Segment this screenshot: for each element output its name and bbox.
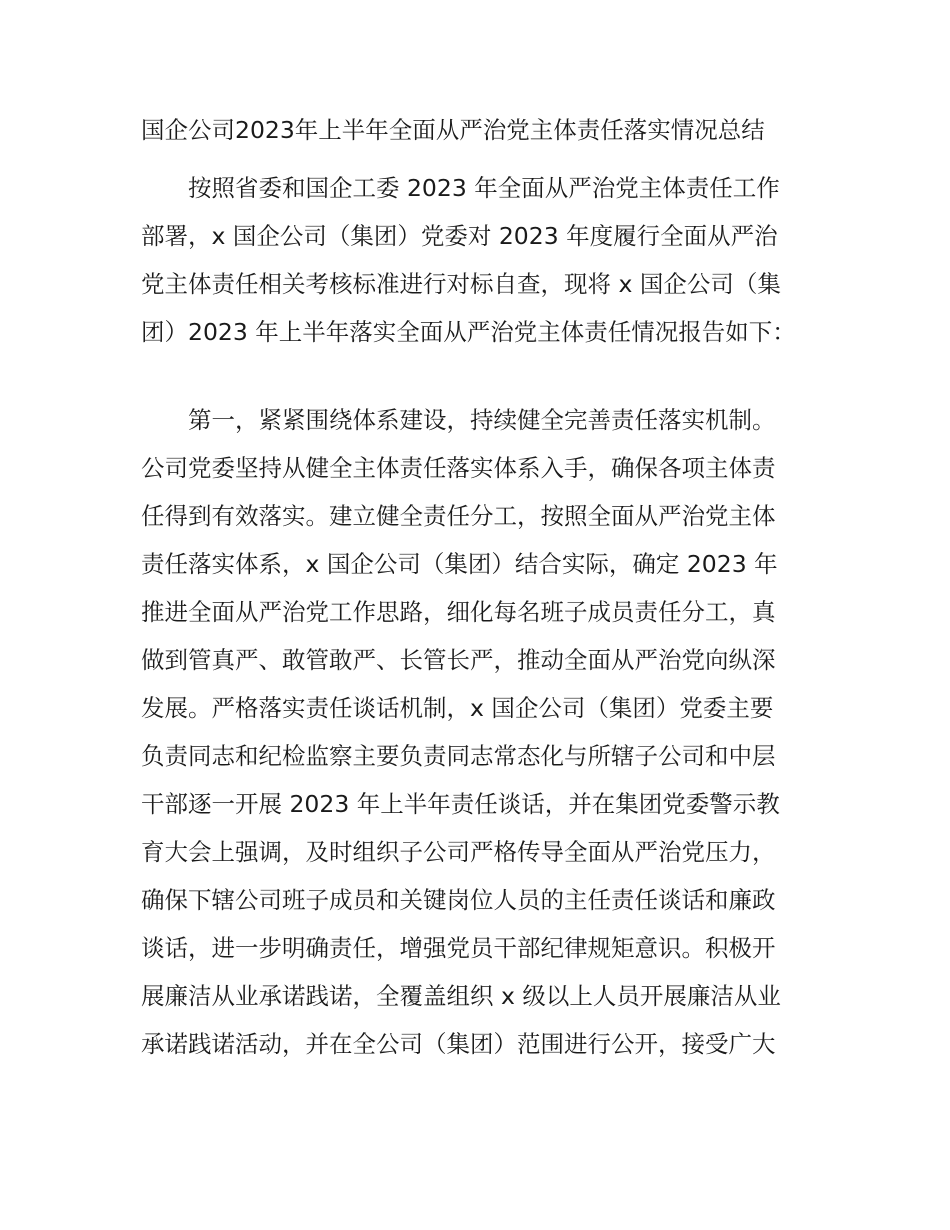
paragraph-line: 育大会上强调，及时组织子公司严格传导全面从严治党压力，	[141, 838, 776, 866]
paragraph-line: 负责同志和纪检监察主要负责同志常态化与所辖子公司和中层	[141, 742, 776, 770]
paragraph-line: 公司党委坚持从健全主体责任落实体系入手，确保各项主体责	[141, 454, 776, 482]
paragraph-line: 第一，紧紧围绕体系建设，持续健全完善责任落实机制。	[188, 406, 776, 434]
paragraph-line: 党主体责任相关考核标准进行对标自查，现将 x 国企公司（集	[141, 270, 781, 298]
paragraph-line: 承诺践诺活动，并在全公司（集团）范围进行公开，接受广大	[141, 1030, 776, 1058]
paragraph-line: 推进全面从严治党工作思路，细化每名班子成员责任分工，真	[141, 598, 776, 626]
paragraph-line: 按照省委和国企工委 2023 年全面从严治党主体责任工作	[188, 174, 780, 202]
paragraph-line: 做到管真严、敢管敢严、长管长严，推动全面从严治党向纵深	[141, 646, 776, 674]
paragraph-line: 确保下辖公司班子成员和关键岗位人员的主任责任谈话和廉政	[141, 886, 776, 914]
paragraph-line: 团）2023 年上半年落实全面从严治党主体责任情况报告如下：	[141, 318, 796, 346]
paragraph-line: 干部逐一开展 2023 年上半年责任谈话，并在集团党委警示教	[141, 790, 780, 818]
paragraph-line: 责任落实体系，x 国企公司（集团）结合实际，确定 2023 年	[141, 550, 778, 578]
paragraph-line: 展廉洁从业承诺践诺，全覆盖组织 x 级以上人员开展廉洁从业	[141, 982, 781, 1010]
paragraph-line: 任得到有效落实。建立健全责任分工，按照全面从严治党主体	[141, 502, 776, 530]
paragraph-line: 发展。严格落实责任谈话机制，x 国企公司（集团）党委主要	[141, 694, 774, 722]
paragraph-line: 部署，x 国企公司（集团）党委对 2023 年度履行全面从严治	[141, 222, 778, 250]
paragraph-line: 谈话，进一步明确责任，增强党员干部纪律规矩意识。积极开	[141, 934, 776, 962]
document-title: 国企公司2023年上半年全面从严治党主体责任落实情况总结	[141, 116, 765, 144]
